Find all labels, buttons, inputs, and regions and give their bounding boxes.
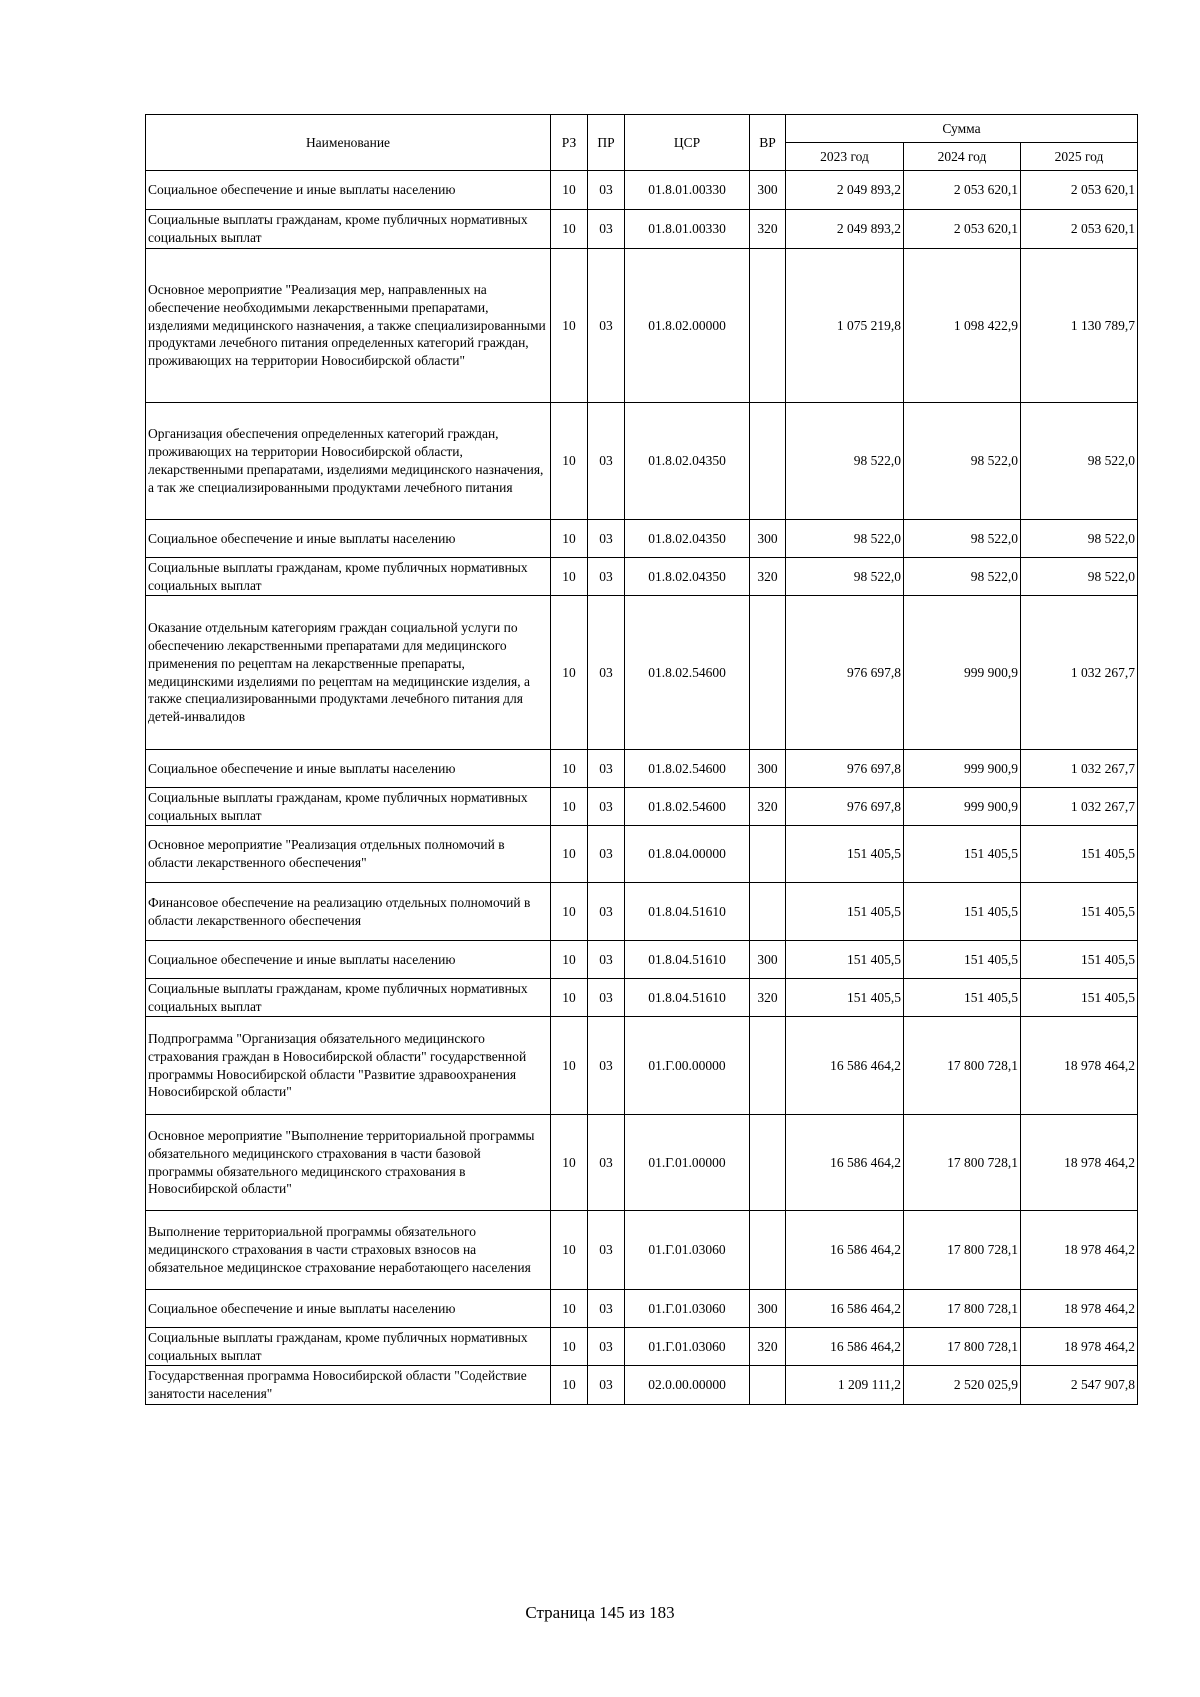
cell-2023: 976 697,8 <box>786 788 904 826</box>
cell-pr: 03 <box>588 1328 625 1366</box>
cell-rz: 10 <box>551 249 588 403</box>
table-header <box>146 115 1138 171</box>
cell-name: Социальное обеспечение и иные выплаты населению <box>146 941 551 979</box>
header-pr: ПР <box>588 115 625 171</box>
cell-csr: 01.8.02.04350 <box>625 558 750 596</box>
cell-rz: 10 <box>551 1366 588 1405</box>
table-row <box>146 788 1138 826</box>
cell-2023: 151 405,5 <box>786 883 904 941</box>
table-row <box>146 1328 1138 1366</box>
cell-2025: 18 978 464,2 <box>1021 1328 1138 1366</box>
cell-pr: 03 <box>588 1290 625 1328</box>
cell-rz: 10 <box>551 826 588 883</box>
budget-table <box>145 114 1138 1405</box>
header-year-2024: 2024 год <box>904 143 1021 171</box>
cell-2025: 18 978 464,2 <box>1021 1211 1138 1290</box>
table-row <box>146 883 1138 941</box>
cell-name: Социальное обеспечение и иные выплаты населению <box>146 1290 551 1328</box>
cell-vr <box>750 1115 786 1211</box>
cell-pr: 03 <box>588 210 625 249</box>
cell-csr: 01.Г.01.00000 <box>625 1115 750 1211</box>
cell-name: Социальное обеспечение и иные выплаты населению <box>146 750 551 788</box>
cell-2024: 151 405,5 <box>904 941 1021 979</box>
cell-csr: 01.8.02.04350 <box>625 403 750 520</box>
cell-pr: 03 <box>588 1211 625 1290</box>
cell-2024: 17 800 728,1 <box>904 1290 1021 1328</box>
table-row <box>146 979 1138 1017</box>
cell-2025: 2 547 907,8 <box>1021 1366 1138 1405</box>
cell-vr <box>750 1366 786 1405</box>
cell-name: Социальные выплаты гражданам, кроме публичных нормативных социальных выплат <box>146 558 551 596</box>
cell-2025: 18 978 464,2 <box>1021 1290 1138 1328</box>
cell-2023: 98 522,0 <box>786 558 904 596</box>
table-body <box>146 171 1138 1405</box>
header-vr: ВР <box>750 115 786 171</box>
cell-2025: 1 130 789,7 <box>1021 249 1138 403</box>
cell-2023: 1 075 219,8 <box>786 249 904 403</box>
header-name: Наименование <box>146 115 551 171</box>
table-row <box>146 826 1138 883</box>
cell-rz: 10 <box>551 210 588 249</box>
table-row <box>146 558 1138 596</box>
cell-pr: 03 <box>588 788 625 826</box>
cell-vr <box>750 1211 786 1290</box>
cell-2025: 18 978 464,2 <box>1021 1017 1138 1115</box>
cell-name: Социальные выплаты гражданам, кроме публичных нормативных социальных выплат <box>146 210 551 249</box>
cell-name: Социальное обеспечение и иные выплаты населению <box>146 520 551 558</box>
cell-vr: 300 <box>750 941 786 979</box>
cell-2025: 98 522,0 <box>1021 403 1138 520</box>
cell-2025: 151 405,5 <box>1021 883 1138 941</box>
table-row <box>146 941 1138 979</box>
cell-name: Организация обеспечения определенных категорий граждан, проживающих на территории Новосибирской области, лекарственными препаратами, изделиями медицинского назначения, а так же специализированными продуктами лечебного питания <box>146 403 551 520</box>
cell-2024: 999 900,9 <box>904 596 1021 750</box>
cell-rz: 10 <box>551 1211 588 1290</box>
cell-vr <box>750 596 786 750</box>
cell-2024: 151 405,5 <box>904 883 1021 941</box>
cell-csr: 01.8.02.54600 <box>625 750 750 788</box>
cell-vr <box>750 826 786 883</box>
cell-name: Социальные выплаты гражданам, кроме публичных нормативных социальных выплат <box>146 788 551 826</box>
cell-2024: 1 098 422,9 <box>904 249 1021 403</box>
cell-2024: 2 053 620,1 <box>904 171 1021 210</box>
cell-2023: 16 586 464,2 <box>786 1211 904 1290</box>
cell-csr: 01.Г.00.00000 <box>625 1017 750 1115</box>
cell-pr: 03 <box>588 750 625 788</box>
cell-2025: 151 405,5 <box>1021 826 1138 883</box>
page-number: Страница 145 из 183 <box>525 1603 675 1622</box>
cell-csr: 01.Г.01.03060 <box>625 1328 750 1366</box>
cell-2023: 16 586 464,2 <box>786 1115 904 1211</box>
cell-2023: 1 209 111,2 <box>786 1366 904 1405</box>
cell-vr: 320 <box>750 210 786 249</box>
cell-name: Государственная программа Новосибирской области "Содействие занятости населения" <box>146 1366 551 1405</box>
cell-2023: 98 522,0 <box>786 520 904 558</box>
cell-pr: 03 <box>588 249 625 403</box>
cell-2023: 151 405,5 <box>786 979 904 1017</box>
cell-2025: 98 522,0 <box>1021 558 1138 596</box>
cell-vr <box>750 883 786 941</box>
cell-2024: 98 522,0 <box>904 520 1021 558</box>
cell-2024: 2 520 025,9 <box>904 1366 1021 1405</box>
table-row <box>146 1211 1138 1290</box>
cell-rz: 10 <box>551 750 588 788</box>
cell-csr: 01.8.04.51610 <box>625 941 750 979</box>
cell-csr: 01.8.01.00330 <box>625 210 750 249</box>
cell-name: Социальные выплаты гражданам, кроме публичных нормативных социальных выплат <box>146 1328 551 1366</box>
cell-2024: 98 522,0 <box>904 403 1021 520</box>
cell-2025: 2 053 620,1 <box>1021 171 1138 210</box>
cell-rz: 10 <box>551 979 588 1017</box>
cell-csr: 01.8.04.51610 <box>625 883 750 941</box>
cell-2024: 999 900,9 <box>904 788 1021 826</box>
cell-csr: 01.8.02.04350 <box>625 520 750 558</box>
cell-rz: 10 <box>551 171 588 210</box>
cell-2023: 151 405,5 <box>786 941 904 979</box>
table-row <box>146 210 1138 249</box>
cell-name: Социальные выплаты гражданам, кроме публичных нормативных социальных выплат <box>146 979 551 1017</box>
cell-vr: 320 <box>750 979 786 1017</box>
cell-pr: 03 <box>588 596 625 750</box>
table-row <box>146 596 1138 750</box>
cell-2024: 98 522,0 <box>904 558 1021 596</box>
cell-vr <box>750 249 786 403</box>
table-row <box>146 403 1138 520</box>
cell-csr: 01.Г.01.03060 <box>625 1290 750 1328</box>
cell-2023: 151 405,5 <box>786 826 904 883</box>
cell-pr: 03 <box>588 826 625 883</box>
cell-2024: 17 800 728,1 <box>904 1328 1021 1366</box>
table-row <box>146 1366 1138 1405</box>
cell-2025: 18 978 464,2 <box>1021 1115 1138 1211</box>
cell-pr: 03 <box>588 171 625 210</box>
cell-2025: 1 032 267,7 <box>1021 788 1138 826</box>
cell-name: Основное мероприятие "Реализация мер, направленных на обеспечение необходимыми лекарственными препаратами, изделиями медицинского назначения, а также специализированными продуктами лечебного питания определенных категорий граждан, проживающих на территории Новосибирской области" <box>146 249 551 403</box>
header-rz: РЗ <box>551 115 588 171</box>
cell-pr: 03 <box>588 558 625 596</box>
header-year-2025: 2025 год <box>1021 143 1138 171</box>
cell-csr: 01.8.02.00000 <box>625 249 750 403</box>
cell-csr: 01.8.02.54600 <box>625 788 750 826</box>
header-sum: Сумма <box>786 115 1138 143</box>
cell-rz: 10 <box>551 403 588 520</box>
cell-name: Выполнение территориальной программы обязательного медицинского страхования в части страховых взносов на обязательное медицинское страхование неработающего населения <box>146 1211 551 1290</box>
cell-2023: 2 049 893,2 <box>786 210 904 249</box>
cell-pr: 03 <box>588 520 625 558</box>
cell-pr: 03 <box>588 979 625 1017</box>
cell-rz: 10 <box>551 1017 588 1115</box>
cell-rz: 10 <box>551 1115 588 1211</box>
cell-2024: 151 405,5 <box>904 979 1021 1017</box>
cell-pr: 03 <box>588 1366 625 1405</box>
cell-vr <box>750 1017 786 1115</box>
cell-rz: 10 <box>551 883 588 941</box>
table-row <box>146 1017 1138 1115</box>
cell-csr: 01.8.02.54600 <box>625 596 750 750</box>
cell-vr: 320 <box>750 1328 786 1366</box>
cell-vr: 300 <box>750 520 786 558</box>
cell-2023: 16 586 464,2 <box>786 1328 904 1366</box>
cell-pr: 03 <box>588 1115 625 1211</box>
cell-name: Социальное обеспечение и иные выплаты населению <box>146 171 551 210</box>
cell-2023: 98 522,0 <box>786 403 904 520</box>
cell-2024: 999 900,9 <box>904 750 1021 788</box>
cell-name: Основное мероприятие "Выполнение территориальной программы обязательного медицинского страхования в части базовой программы обязательного медицинского страхования в Новосибирской области" <box>146 1115 551 1211</box>
cell-2023: 16 586 464,2 <box>786 1017 904 1115</box>
table-row <box>146 520 1138 558</box>
cell-pr: 03 <box>588 883 625 941</box>
cell-2025: 1 032 267,7 <box>1021 596 1138 750</box>
cell-2025: 151 405,5 <box>1021 979 1138 1017</box>
table-row <box>146 750 1138 788</box>
cell-vr: 320 <box>750 558 786 596</box>
cell-csr: 01.8.01.00330 <box>625 171 750 210</box>
cell-vr <box>750 403 786 520</box>
cell-2024: 151 405,5 <box>904 826 1021 883</box>
cell-2025: 2 053 620,1 <box>1021 210 1138 249</box>
header-csr: ЦСР <box>625 115 750 171</box>
cell-pr: 03 <box>588 941 625 979</box>
cell-rz: 10 <box>551 520 588 558</box>
cell-vr: 300 <box>750 750 786 788</box>
cell-2025: 98 522,0 <box>1021 520 1138 558</box>
cell-rz: 10 <box>551 941 588 979</box>
cell-2023: 16 586 464,2 <box>786 1290 904 1328</box>
cell-name: Основное мероприятие "Реализация отдельных полномочий в области лекарственного обеспечения" <box>146 826 551 883</box>
cell-2023: 976 697,8 <box>786 750 904 788</box>
table-row <box>146 171 1138 210</box>
cell-2025: 1 032 267,7 <box>1021 750 1138 788</box>
cell-pr: 03 <box>588 403 625 520</box>
cell-rz: 10 <box>551 1328 588 1366</box>
cell-2024: 17 800 728,1 <box>904 1211 1021 1290</box>
cell-csr: 01.Г.01.03060 <box>625 1211 750 1290</box>
cell-csr: 02.0.00.00000 <box>625 1366 750 1405</box>
cell-rz: 10 <box>551 558 588 596</box>
cell-name: Оказание отдельным категориям граждан социальной услуги по обеспечению лекарственными препаратами для медицинского применения по рецептам на лекарственные препараты, медицинскими изделиями по рецептам на медицинские изделия, а также специализированными продуктами лечебного питания для детей-инвалидов <box>146 596 551 750</box>
cell-csr: 01.8.04.51610 <box>625 979 750 1017</box>
cell-rz: 10 <box>551 596 588 750</box>
cell-2024: 2 053 620,1 <box>904 210 1021 249</box>
cell-2025: 151 405,5 <box>1021 941 1138 979</box>
cell-vr: 300 <box>750 1290 786 1328</box>
cell-vr: 320 <box>750 788 786 826</box>
cell-csr: 01.8.04.00000 <box>625 826 750 883</box>
cell-vr: 300 <box>750 171 786 210</box>
cell-2023: 976 697,8 <box>786 596 904 750</box>
cell-pr: 03 <box>588 1017 625 1115</box>
table-row <box>146 1115 1138 1211</box>
cell-2024: 17 800 728,1 <box>904 1115 1021 1211</box>
cell-rz: 10 <box>551 788 588 826</box>
cell-2023: 2 049 893,2 <box>786 171 904 210</box>
cell-name: Подпрограмма "Организация обязательного медицинского страхования граждан в Новосибирской области" государственной программы Новосибирской области "Развитие здравоохранения Новосибирской области" <box>146 1017 551 1115</box>
cell-rz: 10 <box>551 1290 588 1328</box>
cell-2024: 17 800 728,1 <box>904 1017 1021 1115</box>
table-row <box>146 249 1138 403</box>
table-row <box>146 1290 1138 1328</box>
cell-name: Финансовое обеспечение на реализацию отдельных полномочий в области лекарственного обеспечения <box>146 883 551 941</box>
header-year-2023: 2023 год <box>786 143 904 171</box>
